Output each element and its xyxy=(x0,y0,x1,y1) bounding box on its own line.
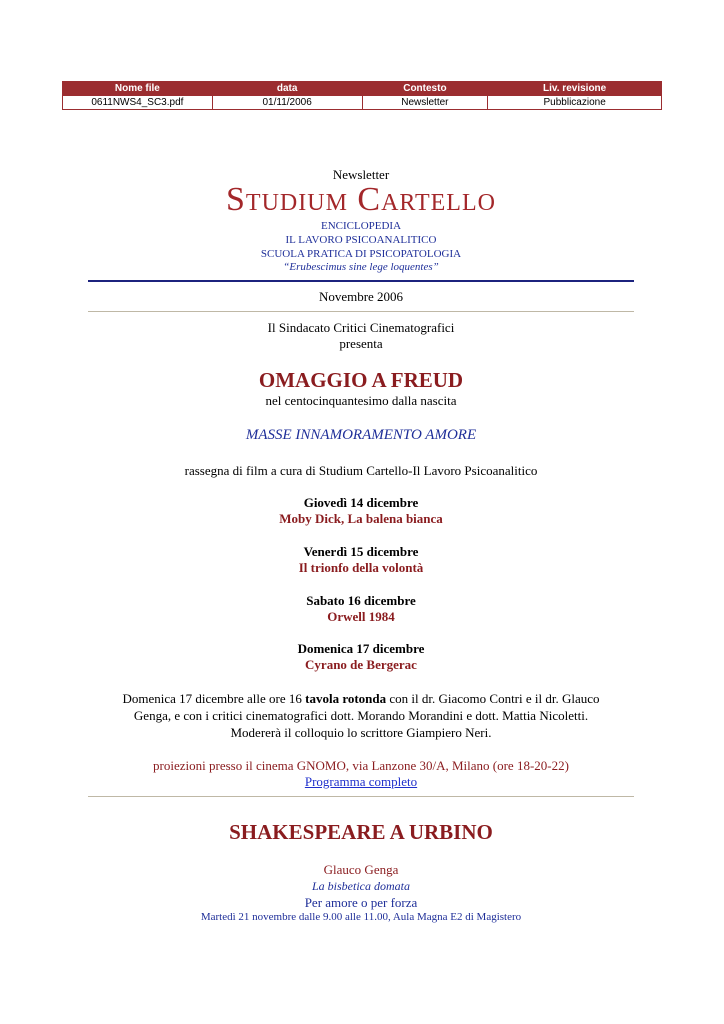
header-divider xyxy=(88,280,634,282)
round-table-line-1 xyxy=(88,690,634,707)
curator-line: rassegna di film a cura di Studium Cartello-Il Lavoro Psicoanalitico xyxy=(184,463,538,478)
cell-file-name: 0611NWS4_SC3.pdf xyxy=(63,96,213,110)
event-work-subtitle: Per amore o per forza xyxy=(304,895,418,910)
date-divider xyxy=(88,311,634,312)
header-context: Contesto xyxy=(362,82,488,96)
screening-day-1: Giovedì 14 dicembre xyxy=(303,495,419,510)
file-info-table xyxy=(62,81,662,110)
event-author: Glauco Genga xyxy=(323,862,399,877)
screening-film-3: Orwell 1984 xyxy=(327,609,395,624)
screening-day-2: Venerdì 15 dicembre xyxy=(303,544,419,559)
screening-day-3: Sabato 16 dicembre xyxy=(306,593,416,608)
masthead-title: Studium Cartello xyxy=(226,181,496,218)
event-work-title: La bisbetica domata xyxy=(312,879,410,893)
file-info-row xyxy=(63,96,662,110)
round-table-line-2: Genga, e con i critici cinematografici dott. Morando Morandini e dott. Mattia Nicoletti. xyxy=(133,708,589,723)
file-info-header-row xyxy=(63,82,662,96)
header-date: data xyxy=(212,82,362,96)
presenter-block xyxy=(88,320,634,352)
screening-day-4: Domenica 17 dicembre xyxy=(297,641,425,656)
masthead-line-lavoro: IL LAVORO PSICOANALITICO xyxy=(285,234,437,246)
round-table-bold: tavola rotonda xyxy=(305,691,387,706)
presenter-verb: presenta xyxy=(339,336,383,351)
section-divider xyxy=(88,796,634,797)
newsletter-label: Newsletter xyxy=(332,167,390,182)
event-title-freud: OMAGGIO A FREUD xyxy=(258,368,464,392)
program-link[interactable]: Programma completo xyxy=(304,774,418,789)
venue-line: proiezioni presso il cinema GNOMO, via Lanzone 30/A, Milano (ore 18-20-22) xyxy=(153,758,569,773)
round-table-paragraph xyxy=(88,690,634,741)
screening-film-1: Moby Dick, La balena bianca xyxy=(279,511,443,526)
screening-film-4: Cyrano de Bergerac xyxy=(305,657,417,672)
presenter-name: Il Sindacato Critici Cinematografici xyxy=(267,320,455,335)
cell-date: 01/11/2006 xyxy=(212,96,362,110)
header-file-name: Nome file xyxy=(63,82,213,96)
event-title-shakespeare: SHAKESPEARE A URBINO xyxy=(229,820,493,844)
masthead-motto: “Erubescimus sine lege loquentes” xyxy=(283,261,439,273)
masthead-line-encyclopedia: ENCICLOPEDIA xyxy=(320,220,402,232)
event-subtitle-freud: nel centocinquantesimo dalla nascita xyxy=(265,393,457,408)
issue-date: Novembre 2006 xyxy=(318,289,404,304)
screening-film-2: Il trionfo della volontà xyxy=(298,560,424,575)
cell-revision: Pubblicazione xyxy=(488,96,662,110)
round-table-post: con il dr. Giacomo Contri e il dr. Glauco xyxy=(386,691,600,706)
round-table-line-3: Modererà il colloquio lo scrittore Giampiero Neri. xyxy=(230,725,492,740)
series-title: MASSE INNAMORAMENTO AMORE xyxy=(245,427,477,443)
cell-context: Newsletter xyxy=(362,96,488,110)
masthead-line-scuola: SCUOLA PRATICA DI PSICOPATOLOGIA xyxy=(260,248,462,260)
event-schedule: Martedì 21 novembre dalle 9.00 alle 11.00, Aula Magna E2 di Magistero xyxy=(200,911,522,923)
header-revision: Liv. revisione xyxy=(488,82,662,96)
round-table-pre: Domenica 17 dicembre alle ore 16 xyxy=(122,691,306,706)
